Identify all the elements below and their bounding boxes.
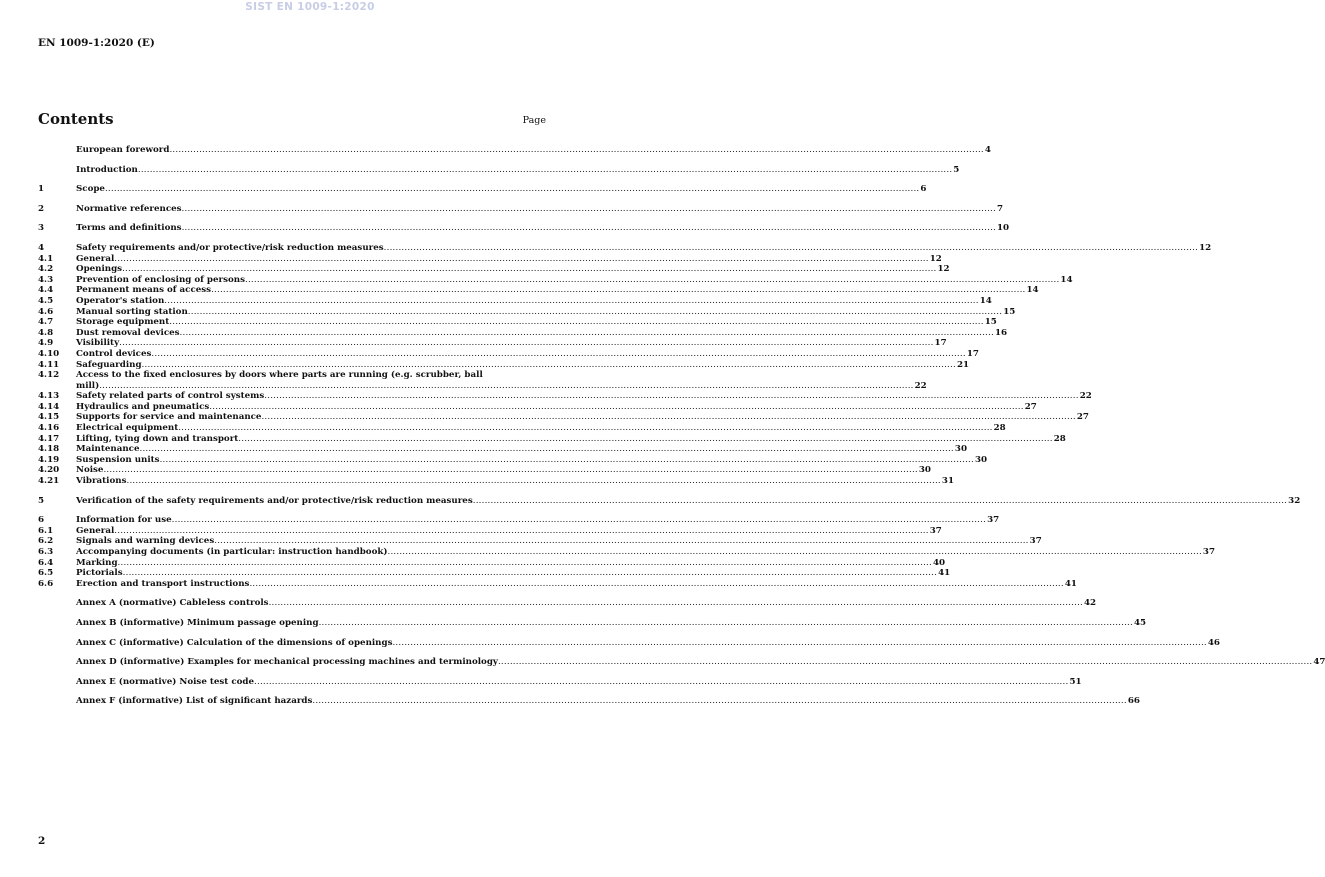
leader-dots xyxy=(384,243,1198,254)
toc-entry-page: 31 xyxy=(941,476,954,487)
leader-dots xyxy=(151,349,965,360)
toc-entry-page: 5 xyxy=(953,164,960,175)
toc-entry-page: 7 xyxy=(996,203,1004,214)
toc-entry-page: 37 xyxy=(1029,536,1042,547)
toc-entry-number: 6.6 xyxy=(38,578,54,589)
toc-entry-page: 45 xyxy=(1133,617,1147,628)
toc-entry-title: Safety requirements and/or protective/risk reduction measures xyxy=(76,242,384,253)
toc-entry-title: European foreword xyxy=(76,145,170,155)
toc-entry-title: General xyxy=(76,253,115,264)
leader-dots xyxy=(138,165,952,176)
toc-entry-number: 4.9 xyxy=(38,338,54,349)
leader-dots xyxy=(254,677,1068,688)
toc-entry-number: 4 xyxy=(38,242,45,253)
toc-entry-number: 4.14 xyxy=(38,401,60,412)
toc-entry-title: General xyxy=(76,525,115,536)
toc-entry-title: Normative references xyxy=(76,203,182,214)
toc-entry-page: 51 xyxy=(1069,676,1082,687)
toc-entry-title: Openings xyxy=(76,264,123,275)
leader-dots xyxy=(169,317,983,328)
toc-entry-wrapped[interactable] xyxy=(38,370,546,381)
toc-entry[interactable] xyxy=(38,145,991,156)
toc-entry-page: 21 xyxy=(956,359,970,370)
toc-entry-title: Dust removal devices xyxy=(76,327,180,338)
leader-dots xyxy=(214,536,1028,547)
leader-dots xyxy=(118,558,932,569)
toc-entry-number: 4.3 xyxy=(38,274,54,285)
toc-entry-title: Introduction xyxy=(76,164,138,175)
toc-entry[interactable] xyxy=(38,401,1037,413)
toc-entry[interactable] xyxy=(38,696,1140,707)
toc-entry[interactable] xyxy=(38,184,927,195)
toc-entry-number: 4.16 xyxy=(38,423,60,434)
toc-entry-page: 46 xyxy=(1207,637,1220,648)
toc-entry-title: Signals and warning devices xyxy=(76,536,215,547)
toc-entry[interactable] xyxy=(38,412,1089,423)
toc-entry-number: 4.20 xyxy=(38,465,60,476)
toc-entry-page: 17 xyxy=(934,338,947,349)
toc-entry-title: Information for use xyxy=(76,515,172,526)
toc-entry-title: Operator's station xyxy=(76,295,165,306)
toc-entry[interactable] xyxy=(38,359,970,371)
toc-entry-title: Permanent means of access xyxy=(76,285,212,296)
toc-entry-page: 14 xyxy=(1060,274,1073,285)
leader-dots xyxy=(180,328,994,339)
toc-entry[interactable] xyxy=(38,295,992,307)
leader-dots xyxy=(498,657,1312,668)
leader-dots xyxy=(169,145,983,156)
toc-entry-page: 17 xyxy=(966,348,979,359)
leader-dots xyxy=(269,598,1083,609)
leader-dots xyxy=(126,476,940,487)
leader-dots xyxy=(172,515,986,526)
toc-entry-page: 37 xyxy=(987,515,1000,526)
toc-entry-title: Verification of the safety requirements and/or protective/risk reduction measures xyxy=(76,495,473,506)
toc-entry[interactable] xyxy=(38,285,1039,296)
toc-entry-number: 6.4 xyxy=(38,557,54,568)
toc-entry[interactable] xyxy=(38,465,931,476)
leader-dots xyxy=(103,465,917,476)
toc-entry-page: 30 xyxy=(974,454,988,465)
leader-dots xyxy=(261,412,1075,423)
leader-dots xyxy=(312,696,1126,707)
toc-entry-title: Marking xyxy=(76,557,118,568)
toc-entry[interactable] xyxy=(38,536,1042,547)
toc-entry-title: Erection and transport instructions xyxy=(76,578,250,589)
toc-entry[interactable] xyxy=(38,306,1016,318)
toc-entry-page: 37 xyxy=(1202,547,1216,557)
leader-dots xyxy=(188,307,1002,318)
toc-entry-page: 12 xyxy=(929,253,942,264)
toc-entry[interactable] xyxy=(38,578,1077,590)
toc-entry-page: 40 xyxy=(932,557,946,568)
toc-entry-number: 4.15 xyxy=(38,412,60,423)
toc-entry[interactable] xyxy=(38,568,951,579)
toc-entry[interactable] xyxy=(38,203,1004,215)
toc-entry[interactable] xyxy=(38,454,988,466)
toc-entry-number: 4.8 xyxy=(38,327,54,338)
leader-dots xyxy=(105,184,919,195)
toc-entry-page: 6 xyxy=(920,184,927,195)
toc-entry-number: 4.4 xyxy=(38,285,54,296)
toc-entry[interactable] xyxy=(38,547,1216,558)
leader-dots xyxy=(99,381,913,392)
document-id: EN 1009-1:2020 (E) xyxy=(38,37,155,49)
leader-dots xyxy=(392,638,1206,649)
toc-entry-title: Manual sorting station xyxy=(76,306,188,317)
leader-dots xyxy=(178,423,992,434)
leader-dots xyxy=(264,391,1078,402)
toc-entry[interactable] xyxy=(38,327,1008,339)
leader-dots xyxy=(164,296,978,307)
toc-entry-page: 47 xyxy=(1313,657,1325,668)
leader-dots xyxy=(114,526,928,537)
toc-entry-number: 4.11 xyxy=(38,359,60,370)
toc-entry[interactable] xyxy=(38,557,946,569)
toc-entry-page: 30 xyxy=(918,465,931,476)
toc-entry[interactable] xyxy=(38,676,1082,688)
leader-dots xyxy=(245,275,1059,286)
toc-entry-title: Annex C (informative) Calculation of the dimensions of openings xyxy=(76,637,393,648)
toc-entry-page: 12 xyxy=(937,264,950,275)
contents-title: Contents xyxy=(38,110,114,128)
toc-entry-number: 4.12 xyxy=(38,370,60,381)
toc-entry-number: 6.3 xyxy=(38,547,54,557)
toc-entry-title: Control devices xyxy=(76,348,152,359)
toc-entry-number: 6.5 xyxy=(38,568,54,579)
toc-entry-page: 37 xyxy=(929,525,942,536)
leader-dots xyxy=(238,434,1052,445)
toc-entry-number: 6.2 xyxy=(38,536,54,547)
toc-entry[interactable] xyxy=(38,444,967,455)
toc-entry[interactable] xyxy=(38,338,947,349)
toc-entry[interactable] xyxy=(38,317,997,328)
toc-entry[interactable] xyxy=(38,617,1147,629)
toc-entry-page: 15 xyxy=(1003,306,1016,317)
toc-entry-page: 10 xyxy=(997,223,1010,234)
toc-entry-number: 4.21 xyxy=(38,476,60,487)
toc-entry-number: 5 xyxy=(38,495,45,506)
toc-entry-number: 4.13 xyxy=(38,391,60,402)
toc-entry-page: 27 xyxy=(1076,412,1089,423)
toc-entry-title: Safeguarding xyxy=(76,359,142,370)
toc-entry[interactable] xyxy=(38,423,1006,434)
toc-entry-title: Annex F (informative) List of significant hazards xyxy=(76,696,313,707)
toc-entry-title-continued: mill) xyxy=(76,380,100,391)
toc-entry-page: 14 xyxy=(979,295,992,306)
leader-dots xyxy=(249,579,1063,590)
toc-entry-number: 4.18 xyxy=(38,444,60,455)
toc-entry-page: 30 xyxy=(954,444,967,455)
toc-entry-title: Supports for service and maintenance xyxy=(76,412,262,423)
toc-entry-title: Safety related parts of control systems xyxy=(76,391,265,402)
toc-entry-page: 42 xyxy=(1084,598,1097,609)
toc-entry-title: Scope xyxy=(76,184,105,195)
leader-dots xyxy=(123,568,937,579)
toc-entry-page: 32 xyxy=(1288,495,1301,506)
toc-entry-page: 41 xyxy=(938,568,951,579)
leader-dots xyxy=(211,285,1025,296)
leader-dots xyxy=(142,360,956,371)
toc-entry-page: 22 xyxy=(914,380,927,391)
toc-entry[interactable] xyxy=(38,253,942,265)
leader-dots xyxy=(139,444,953,455)
toc-entry[interactable] xyxy=(38,264,950,275)
toc-entry-title: Vibrations xyxy=(76,476,127,487)
page-column-label: Page xyxy=(522,115,546,126)
toc-entry-page: 14 xyxy=(1026,285,1039,296)
toc-entry-title: Annex E (normative) Noise test code xyxy=(76,676,255,687)
page-number: 2 xyxy=(38,835,46,847)
toc-entry-page: 15 xyxy=(984,317,997,328)
toc-entry[interactable] xyxy=(38,637,1220,649)
toc-entry-page: 4 xyxy=(984,145,991,155)
toc-entry[interactable] xyxy=(38,274,1073,286)
toc-entry[interactable] xyxy=(38,657,1325,668)
toc-entry-title: Access to the fixed enclosures by doors where parts are running (e.g. scrubber, ball xyxy=(76,370,483,381)
watermark: SIST EN 1009-1:2020 xyxy=(245,1,375,13)
toc-entry-number: 2 xyxy=(38,203,45,214)
toc-entry[interactable] xyxy=(38,598,1097,609)
toc-entry-number: 4.7 xyxy=(38,317,54,328)
leader-dots xyxy=(122,264,936,275)
toc-entry-number: 4.6 xyxy=(38,306,54,317)
toc-entry-page: 41 xyxy=(1064,578,1077,589)
toc-entry-number: 6.1 xyxy=(38,525,54,536)
toc-entry[interactable] xyxy=(38,223,1010,234)
toc-entry-page: 28 xyxy=(1053,433,1066,444)
toc-entry-page: 66 xyxy=(1127,696,1140,707)
toc-entry-title: Prevention of enclosing of persons xyxy=(76,274,245,285)
toc-entry-title: Lifting, tying down and transport xyxy=(76,433,239,444)
toc-entry-number: 3 xyxy=(38,223,45,234)
toc-entry-title: Storage equipment xyxy=(76,317,170,328)
leader-dots xyxy=(209,402,1023,413)
leader-dots xyxy=(160,455,974,466)
toc-entry-page: 22 xyxy=(1079,391,1092,402)
leader-dots xyxy=(119,338,933,349)
toc-entry[interactable] xyxy=(38,164,960,176)
toc-entry-title: Annex A (normative) Cableless controls xyxy=(76,598,269,609)
toc-entry-title: Electrical equipment xyxy=(76,423,179,434)
toc-entry-page: 16 xyxy=(994,327,1008,338)
leader-dots xyxy=(319,618,1133,629)
toc-entry[interactable] xyxy=(38,242,1212,254)
toc-entry-title: Annex B (informative) Minimum passage opening xyxy=(76,617,319,628)
toc-entry-number: 4.2 xyxy=(38,264,54,275)
toc-entry-title: Visibility xyxy=(76,338,120,349)
toc-entry-number: 4.5 xyxy=(38,295,54,306)
toc-entry-page: 27 xyxy=(1024,401,1037,412)
toc-entry-wrapped-continuation[interactable] xyxy=(38,380,927,392)
leader-dots xyxy=(473,496,1287,507)
leader-dots xyxy=(114,254,928,265)
toc-entry[interactable] xyxy=(38,391,1092,402)
toc-entry-number: 1 xyxy=(38,184,45,195)
toc-entry[interactable] xyxy=(38,348,979,360)
toc-entry-title: Maintenance xyxy=(76,444,140,455)
toc-entry-title: Noise xyxy=(76,465,104,476)
toc-entry-page: 28 xyxy=(993,423,1006,434)
toc-entry-number: 4.10 xyxy=(38,348,60,359)
toc-entry[interactable] xyxy=(38,433,1066,445)
toc-entry-title: Hydraulics and pneumatics xyxy=(76,401,210,412)
toc-entry-title: Terms and definitions xyxy=(76,223,182,234)
toc-entry-number: 4.19 xyxy=(38,454,60,465)
toc-entry-title: Annex D (informative) Examples for mechanical processing machines and terminology xyxy=(76,657,498,668)
toc-entry-number: 4.17 xyxy=(38,433,60,444)
toc-entry[interactable] xyxy=(38,515,1000,526)
toc-entry-title: Accompanying documents (in particular: instruction handbook) xyxy=(76,547,388,557)
toc-entry-title: Suspension units xyxy=(76,454,160,465)
toc-entry-number: 4.1 xyxy=(38,253,54,264)
table-of-contents xyxy=(38,145,1325,707)
leader-dots xyxy=(388,547,1202,558)
toc-entry[interactable] xyxy=(38,525,942,537)
leader-dots xyxy=(182,223,996,234)
leader-dots xyxy=(182,204,996,215)
toc-entry[interactable] xyxy=(38,495,1301,507)
toc-entry-page: 12 xyxy=(1199,242,1212,253)
toc-entry-number: 6 xyxy=(38,515,45,526)
toc-entry[interactable] xyxy=(38,476,954,487)
toc-entry-title: Pictorials xyxy=(76,568,123,579)
